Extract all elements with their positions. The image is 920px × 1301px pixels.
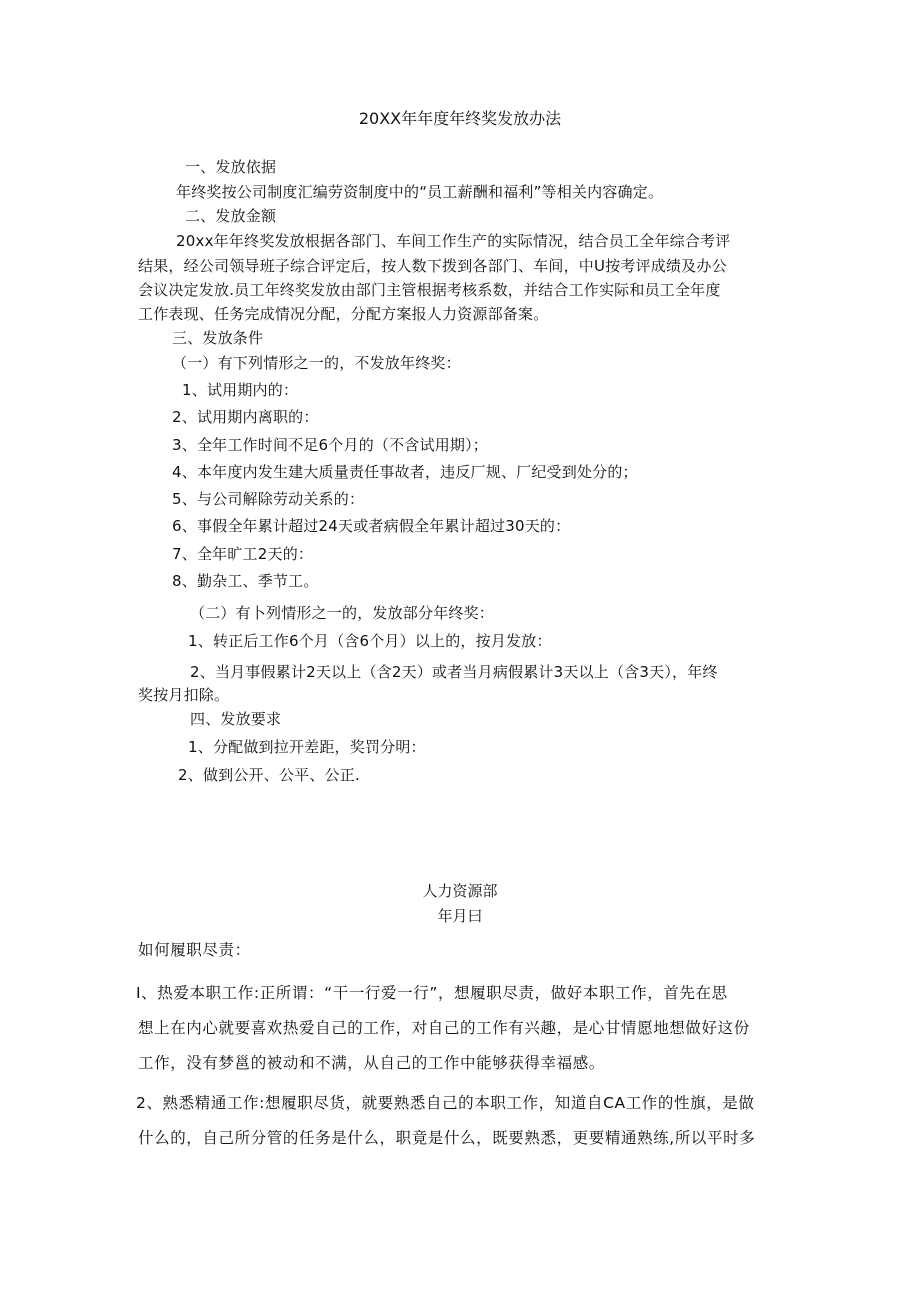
- list-item: 2、做到公开、公平、公正.: [178, 766, 360, 784]
- essay-paragraph-line: 2、熟悉精通工作:想履职尽货，就要熟悉自己的本职工作，知道自CA工作的性旗，是做: [136, 1094, 755, 1112]
- section-3-sub1-heading: （一）有下列情形之一的，不发放年终奖：: [172, 354, 461, 372]
- essay-paragraph-line: 想上在内心就要喜欢热爱自己的工作，对自己的工作有兴趣，是心甘情愿地想做好这份: [138, 1019, 750, 1037]
- section-2-line: 结果，经公司领导班子综合评定后，按人数下拨到各部门、车间，中U按考评成绩及办公: [138, 257, 727, 275]
- section-2-line: 工作表现、任务完成情况分配，分配方案报人力资源部备案。: [138, 305, 549, 323]
- signature-date: 年月曰: [437, 907, 483, 925]
- list-item: 1、转正后工作6个月（含6个月）以上的，按月发放：: [188, 632, 552, 650]
- list-item: 1、试用期内的：: [182, 381, 299, 399]
- section-3-sub2-heading: （二）有卜列情形之一的，发放部分年终奖：: [190, 604, 495, 622]
- list-item: 3、全年工作时间不足6个月的（不含试用期）；: [172, 436, 488, 454]
- list-item: 2、试用期内离职的：: [172, 408, 319, 426]
- list-item: 5、与公司解除劳动关系的：: [172, 490, 365, 508]
- list-item: 8、勤杂工、季节工。: [172, 572, 319, 590]
- document-title: 20XX年年度年终奖发放办法: [358, 109, 562, 128]
- essay-paragraph-line: I、热爱本职工作:正所谓：“干一行爱一行”，想履职尽责，做好本职工作，首先在思: [136, 984, 728, 1002]
- section-1-heading: 一、发放依据: [185, 158, 277, 176]
- section-2-line: 20xx年年终奖发放根据各部门、车间工作生产的实际情况，结合员工全年综合考评: [176, 232, 731, 250]
- essay-heading: 如何履职尽责：: [138, 941, 251, 959]
- signature-department: 人力资源部: [422, 882, 498, 900]
- list-item: 1、分配做到拉开差距，奖罚分明：: [188, 738, 426, 756]
- section-4-heading: 四、发放要求: [190, 710, 282, 728]
- essay-paragraph-line: 工作，没有梦邕的被动和不满，从自己的工作中能够获得幸福感。: [138, 1054, 605, 1072]
- section-2-heading: 二、发放金额: [185, 207, 277, 225]
- essay-paragraph-line: 什么的，自己所分管的任务是什么，职竟是什么，既要熟悉，更要精通熟练,所以平时多: [138, 1129, 756, 1147]
- section-1-body: 年终奖按公司制度汇编劳资制度中的“员工薪酬和福利”等相关内容确定。: [176, 183, 664, 201]
- section-2-line: 会议决定发放.员工年终奖发放由部门主管根据考核系数，并结合工作实际和员工全年度: [138, 281, 721, 299]
- list-item: 4、本年度内发生建大质量责任事故者，违反厂规、厂纪受到处分的；: [172, 463, 638, 481]
- list-item: 6、事假全年累计超过24天或者病假全年累计超过30天的：: [172, 517, 571, 535]
- section-3-heading: 三、发放条件: [172, 329, 264, 347]
- list-item: 2、当月事假累计2天以上（含2天）或者当月病假累计3天以上（含3天），年终: [190, 663, 718, 681]
- list-item-continuation: 奖按月扣除。: [138, 686, 230, 704]
- list-item: 7、全年旷工2天的：: [172, 545, 314, 563]
